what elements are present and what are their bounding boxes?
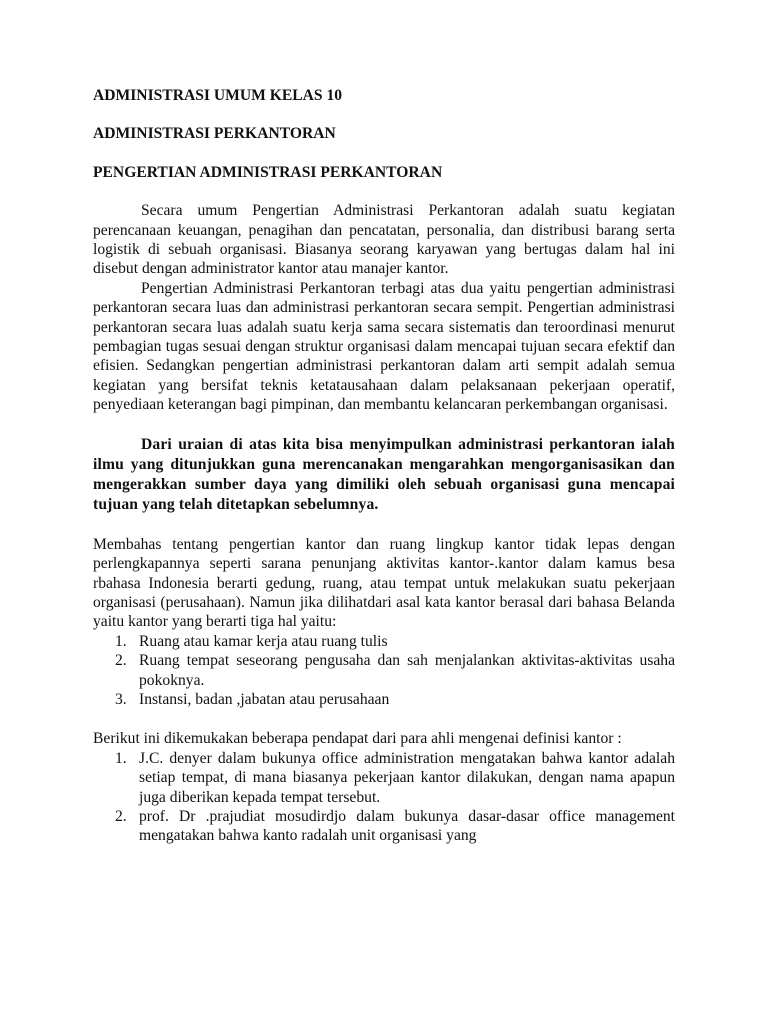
list-item-text: Instansi, badan ,jabatan atau perusahaan bbox=[139, 690, 390, 708]
list-number: 1. bbox=[115, 749, 127, 767]
list-item-text: Ruang atau kamar kerja atau ruang tulis bbox=[139, 632, 388, 650]
document-body bbox=[93, 86, 675, 846]
list-number: 2. bbox=[115, 807, 127, 825]
list-number: 3. bbox=[115, 690, 127, 708]
expert-definition-list bbox=[93, 749, 675, 846]
list-item bbox=[93, 749, 675, 807]
list-item-text: Ruang tempat seseorang pengusaha dan sah menjalankan aktivitas-aktivitas usaha pokoknya. bbox=[139, 652, 675, 689]
paragraph-conclusion: Dari uraian di atas kita bisa menyimpulkan administrasi perkantoran ialah ilmu yang ditunjukkan guna merencanakan mengarahkan mengorganisasikan dan mengerakkan sumber daya yang dimiliki oleh sebuah organisasi guna mencapai tujuan yang telah ditetapkan sebelumnya. bbox=[93, 435, 675, 513]
paragraph-broad-narrow: Pengertian Administrasi Perkantoran terbagi atas dua yaitu pengertian administrasi perkantoran secara luas dan administrasi perkantoran secara sempit. Pengertian administrasi perkantoran secara luas adalah suatu kerja sama secara sistematis dan teroordinasi menurut pembagian tugas sesuai dengan struktur organisasi dalam mencapai tujuan secara efektif dan efisien. Sedangkan pengertian administrasi perkantoran dalam arti sempit adalah semua kegiatan yang bersifat teknis ketatausahaan dalam pelaksanaan pekerjaan operatif, penyediaan keterangan bagi pimpinan, dan membantu kelancaran perkembangan organisasi. bbox=[93, 279, 675, 414]
list-item-text: J.C. denyer dalam bukunya office administration mengatakan bahwa kantor adalah setiap tempat, di mana biasanya pekerjaan kantor dilakukan, dengan nama apapun juga diberikan kepada tempat tersebut. bbox=[139, 749, 675, 806]
heading-class: ADMINISTRASI UMUM KELAS 10 bbox=[93, 87, 343, 104]
list-item-text: prof. Dr .prajudiat mosudirdjo dalam bukunya dasar-dasar office management mengatakan bahwa kanto radalah unit organisasi yang bbox=[139, 807, 675, 845]
paragraph-office-scope: Membahas tentang pengertian kantor dan ruang lingkup kantor tidak lepas dengan perlengkapannya seperti sarana penunjang aktivitas kantor-.kantor dalam kamus besa rbahasa Indonesia berarti gedung, ruang, atau tempat untuk melakukan suatu pekerjaan organisasi (perusahaan). Namun jika dilihatdari asal kata kantor berasal dari bahasa Belanda yaitu kantor yang berarti tiga hal yaitu: bbox=[93, 535, 675, 631]
paragraph-expert-intro: Berikut ini dikemukakan beberapa pendapat dari para ahli mengenai definisi kantor : bbox=[93, 730, 622, 748]
office-meaning-list bbox=[93, 632, 675, 710]
list-item bbox=[93, 807, 675, 846]
heading-subject: ADMINISTRASI PERKANTORAN bbox=[93, 125, 336, 143]
list-item bbox=[93, 690, 675, 709]
paragraph-definition: Secara umum Pengertian Administrasi Perkantoran adalah suatu kegiatan perencanaan keuangan, penagihan dan pencatatan, personalia, dan distribusi barang serta logistik di sebuah organisasi. Biasanya seorang karyawan yang bertugas dalam hal ini disebut dengan administrator kantor atau manajer kantor. bbox=[93, 202, 675, 278]
list-number: 2. bbox=[115, 652, 127, 670]
list-item bbox=[93, 632, 675, 651]
list-number: 1. bbox=[115, 632, 127, 650]
list-item bbox=[93, 651, 675, 690]
heading-section: PENGERTIAN ADMINISTRASI PERKANTORAN bbox=[93, 163, 443, 181]
